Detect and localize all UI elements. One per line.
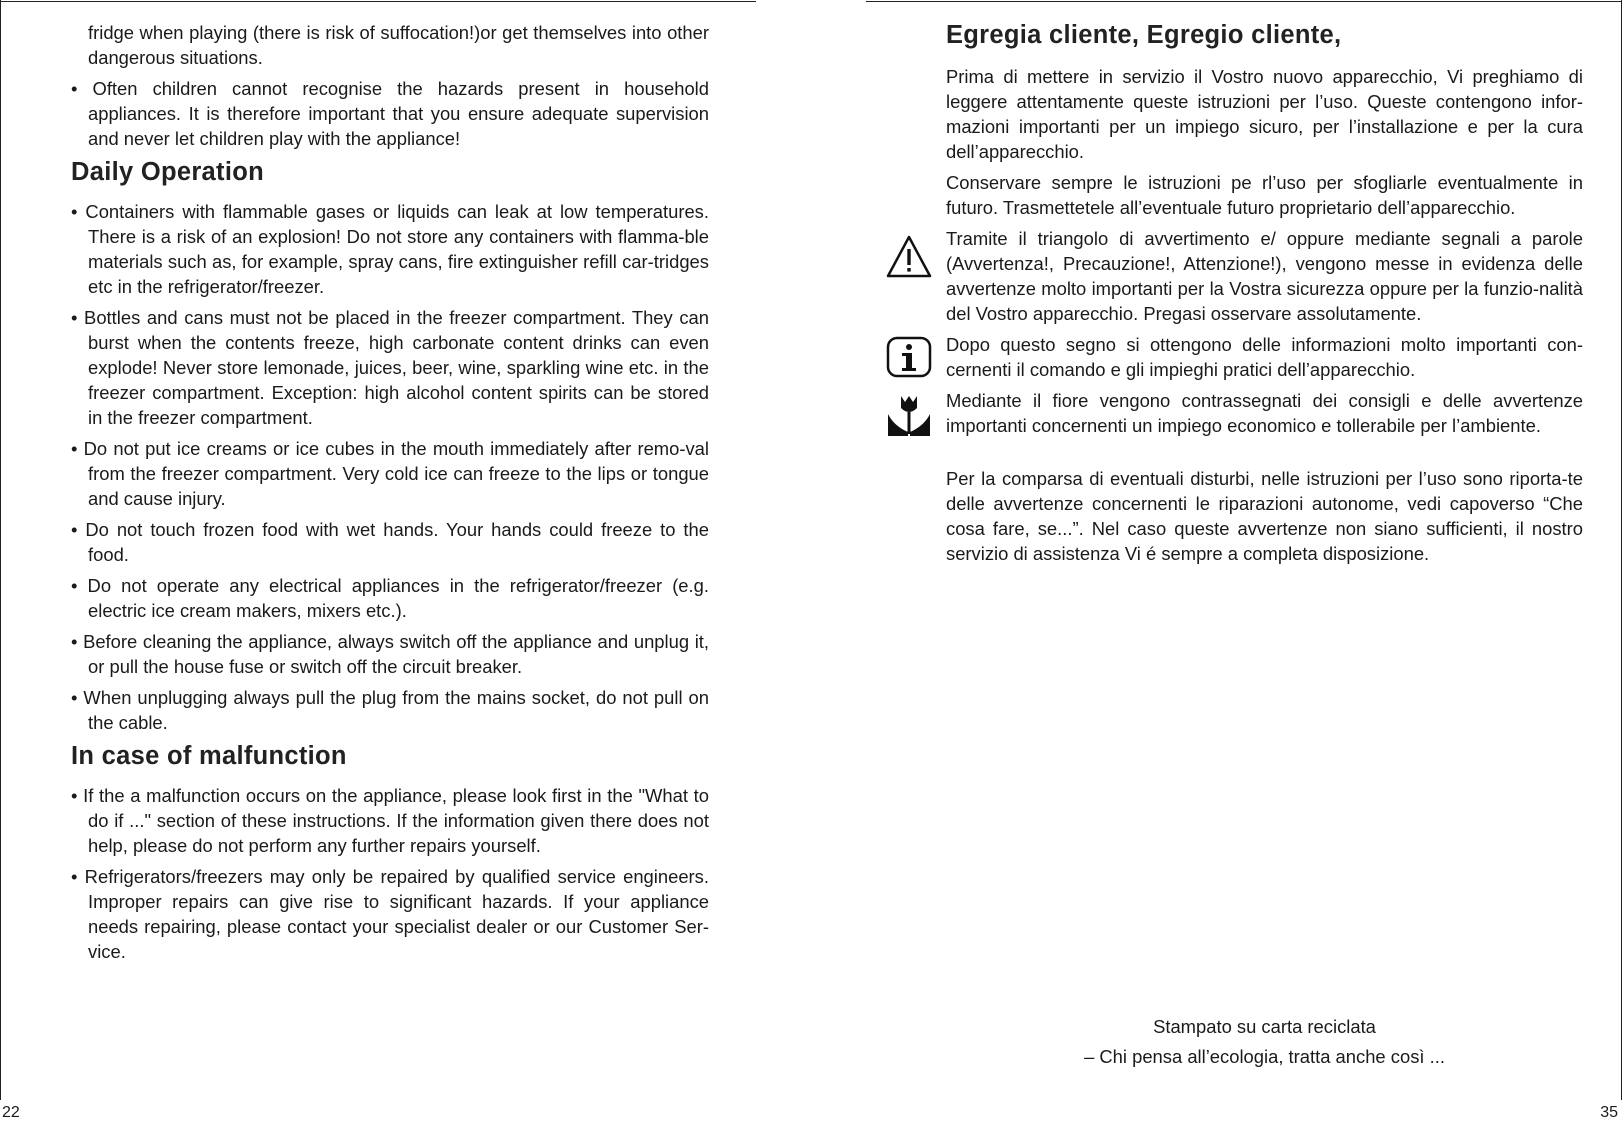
recycled-paper-footer xyxy=(946,1012,1583,1072)
footer-line-1: Stampato su carta reciclata xyxy=(1153,1016,1376,1037)
info-note xyxy=(946,332,1583,382)
flower-eco-icon xyxy=(886,392,932,438)
keep-instructions-paragraph: Conservare sempre le istruzioni pe rl’uso per sfogliarle eventualmente in futuro. Trasmettetele all’eventuale futuro proprietario dell’apparecchio. xyxy=(946,172,1583,218)
page-number: 35 xyxy=(1600,1104,1618,1121)
top-rule xyxy=(0,1,756,2)
daily-bullet: • Bottles and cans must not be placed in the freezer compartment. They can burst when the contents freeze, high carbonate content drinks can even explode! Never store lemonade, juices, beer, wine, sparkling wine etc. in the freezer compartment. Exception: high alcohol content spirits can be stored in the freezer compartment. xyxy=(71,307,709,428)
left-text-column xyxy=(71,20,709,970)
right-text-column xyxy=(946,20,1583,572)
right-page xyxy=(866,0,1622,1130)
daily-bullet: • Before cleaning the appliance, always switch off the appliance and unplug it, or pull the house fuse or switch off the circuit breaker. xyxy=(71,631,709,677)
warning-note xyxy=(946,226,1583,326)
daily-bullet: • Containers with flammable gases or liquids can leak at low temperatures. There is a risk of an explosion! Do not store any containers with flamma-ble materials such as, for example, spray cans, fire extinguisher refill car-tridges etc in the refrigerator/freezer. xyxy=(71,201,709,297)
malfunction-paragraph: Per la comparsa di eventuali disturbi, nelle istruzioni per l’uso sono riporta-te delle avvertenze concernenti le riparazioni autonome, vedi capoverso “Che cosa fare, se...”. Nel caso queste avvertenze non siano sufficienti, il nostro servizio di assistenza Vi é sempre a completa disposizione. xyxy=(946,468,1583,564)
malfunction-heading: In case of malfunction xyxy=(71,742,347,770)
greeting-heading: Egregia cliente, Egregio cliente, xyxy=(946,21,1342,49)
info-icon xyxy=(886,334,932,380)
daily-operation-heading: Daily Operation xyxy=(71,158,264,186)
malfunction-bullet: • Refrigerators/freezers may only be repaired by qualified service engineers. Improper repairs can give rise to significant hazards. If your appliance needs repairing, please contact your specialist dealer or our Customer Ser-vice. xyxy=(71,866,709,962)
intro-continuation: fridge when playing (there is risk of suffocation!)or get themselves into other dangerous situations. xyxy=(88,22,709,68)
footer-line-2: – Chi pensa all’ecologia, tratta anche così ... xyxy=(1084,1046,1445,1067)
page-edge-rule xyxy=(0,0,1,1100)
eco-note-text: Mediante il fiore vengono contrassegnati dei consigli e delle avvertenze importanti concernenti un impiego economico e tollerabile per l’ambiente. xyxy=(946,390,1583,436)
malfunction-bullet: • If the a malfunction occurs on the appliance, please look first in the "What to do if ..." section of these instructions. If the information given there does not help, please do not perform any further repairs yourself. xyxy=(71,785,709,856)
eco-note xyxy=(946,388,1583,438)
page-number: 22 xyxy=(2,1104,20,1121)
warning-triangle-icon xyxy=(886,234,932,280)
intro-paragraph: Prima di mettere in servizio il Vostro nuovo apparecchio, Vi preghiamo di leggere attentamente queste istruzioni per l’uso. Queste contengono infor-mazioni importanti per un impiego sicuro, per l’installazione e per la cura dell’apparecchio. xyxy=(946,66,1583,162)
spacer xyxy=(946,444,1583,466)
top-rule xyxy=(866,1,1622,2)
info-note-text: Dopo questo segno si ottengono delle informazioni molto importanti con-cernenti il comando e gli impieghi pratici dell’apparecchio. xyxy=(946,334,1583,380)
daily-bullet: • When unplugging always pull the plug from the mains socket, do not pull on the cable. xyxy=(71,687,709,733)
daily-bullet: • Do not operate any electrical appliances in the refrigerator/freezer (e.g. electric ice cream makers, mixers etc.). xyxy=(71,575,709,621)
daily-bullet: • Do not touch frozen food with wet hands. Your hands could freeze to the food. xyxy=(71,519,709,565)
intro-bullet: • Often children cannot recognise the hazards present in household appliances. It is therefore important that you ensure adequate supervision and never let children play with the appliance! xyxy=(71,78,709,149)
daily-bullet: • Do not put ice creams or ice cubes in the mouth immediately after remo-val from the freezer compartment. Very cold ice can freeze to the lips or tongue and cause injury. xyxy=(71,438,709,509)
left-page xyxy=(0,0,756,1130)
warning-note-text: Tramite il triangolo di avvertimento e/ oppure mediante segnali a parole (Avvertenza!, Precauzione!, Attenzione!), vengono messe in evidenza delle avvertenze molto importanti per la Vostra sicurezza oppure per la funzio-nalità del Vostro apparecchio. Pregasi osservare assolutamente. xyxy=(946,228,1583,324)
